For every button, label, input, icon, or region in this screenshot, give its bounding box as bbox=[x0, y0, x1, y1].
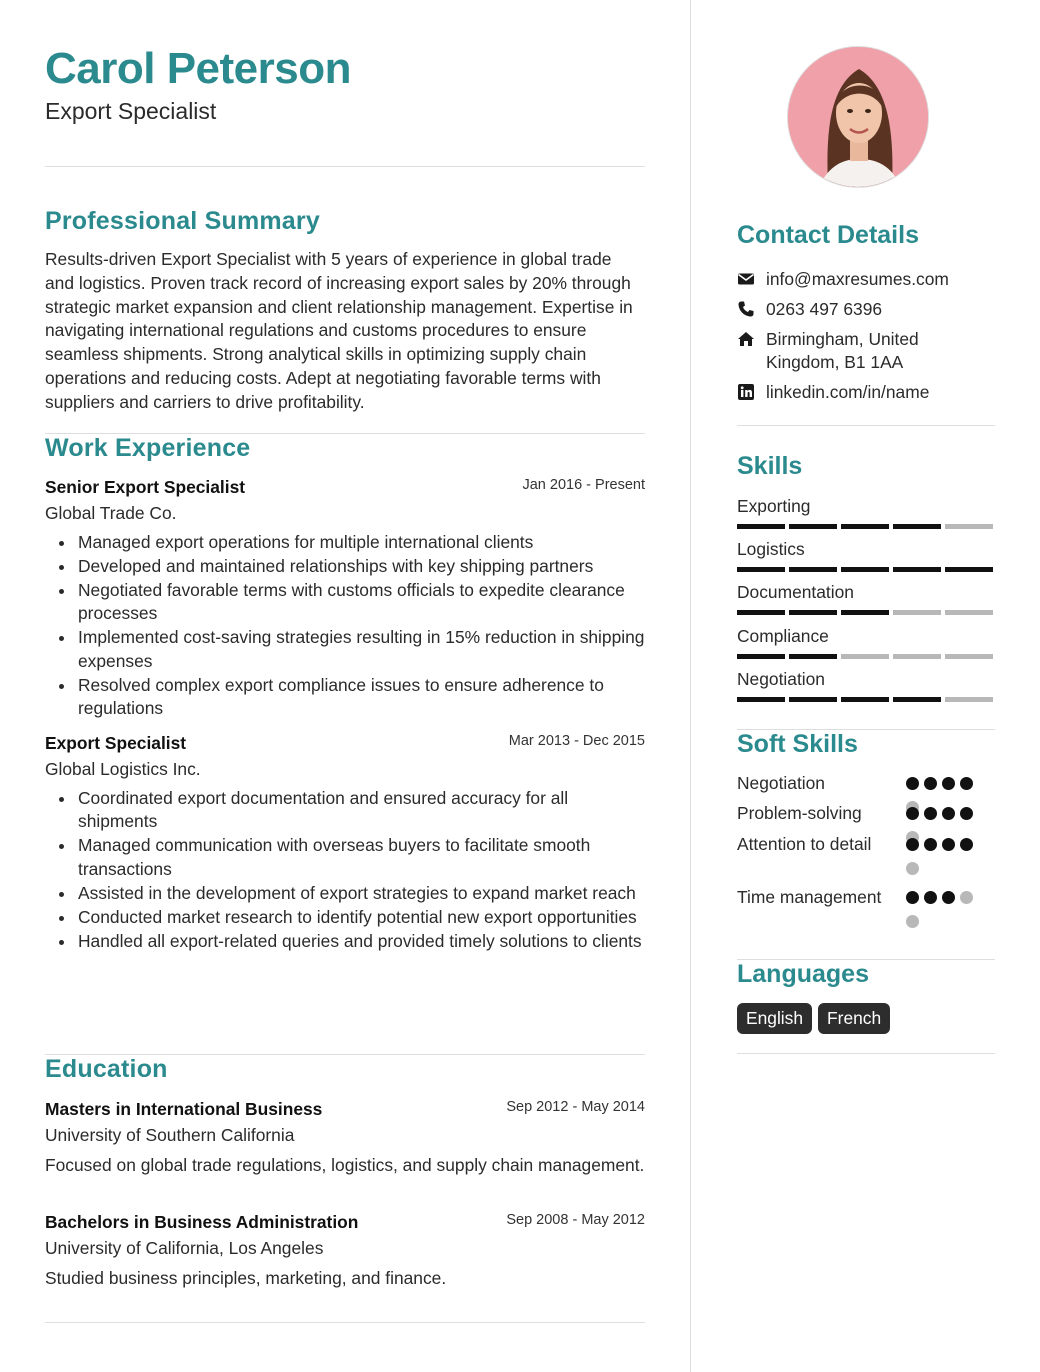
rating-dot-filled bbox=[924, 807, 937, 820]
skill-bar bbox=[737, 654, 995, 659]
profile-photo bbox=[787, 46, 929, 188]
bullet-item: Assisted in the development of export strategies to expand market reach bbox=[45, 882, 645, 905]
skill-name: Exporting bbox=[737, 496, 811, 516]
phone-icon bbox=[737, 300, 755, 318]
skill-segment-filled bbox=[841, 567, 889, 572]
bullet-item: Handled all export-related queries and provided timely solutions to clients bbox=[45, 930, 645, 953]
skills-heading: Skills bbox=[737, 452, 803, 480]
contact-phone[interactable] bbox=[737, 298, 995, 321]
skill-segment-empty bbox=[945, 697, 993, 702]
education-date: Sep 2008 - May 2012 bbox=[506, 1212, 645, 1228]
education-heading: Education bbox=[45, 1055, 168, 1083]
contact-linkedin[interactable] bbox=[737, 381, 995, 404]
rating-dot-filled bbox=[906, 777, 919, 790]
skill-name: Negotiation bbox=[737, 669, 825, 689]
summary-heading: Professional Summary bbox=[45, 207, 320, 235]
rating-dot-filled bbox=[942, 807, 955, 820]
divider bbox=[737, 425, 995, 426]
rating-dot-filled bbox=[924, 891, 937, 904]
contact-address bbox=[737, 328, 995, 374]
skill-segment-filled bbox=[737, 654, 785, 659]
rating-dot-filled bbox=[960, 838, 973, 851]
degree-title: Bachelors in Business Administration bbox=[45, 1212, 359, 1232]
candidate-title: Export Specialist bbox=[45, 98, 217, 124]
job-title: Export Specialist bbox=[45, 733, 187, 753]
soft-skill-name: Time management bbox=[737, 887, 882, 907]
skill-segment-filled bbox=[841, 697, 889, 702]
skill-segment-filled bbox=[737, 610, 785, 615]
job-entry bbox=[45, 733, 645, 954]
bullet-item: Managed export operations for multiple international clients bbox=[45, 531, 645, 554]
skill-name: Logistics bbox=[737, 539, 805, 559]
bullet-item: Coordinated export documentation and ensured accuracy for all shipments bbox=[45, 787, 645, 834]
rating-dot-filled bbox=[906, 838, 919, 851]
job-title: Senior Export Specialist bbox=[45, 477, 246, 497]
soft-skill-item bbox=[737, 772, 995, 795]
job-date: Jan 2016 - Present bbox=[522, 477, 645, 493]
education-description: Focused on global trade regulations, logistics, and supply chain management. bbox=[45, 1155, 645, 1175]
rating-dot-filled bbox=[942, 838, 955, 851]
education-entry bbox=[45, 1212, 645, 1290]
rating-dot-filled bbox=[942, 891, 955, 904]
skill-bar bbox=[737, 567, 995, 572]
rating-dot-empty bbox=[906, 862, 919, 875]
rating-dot-filled bbox=[906, 807, 919, 820]
job-bullets bbox=[45, 787, 645, 953]
soft-skill-name: Problem-solving bbox=[737, 803, 862, 823]
experience-heading: Work Experience bbox=[45, 434, 251, 462]
envelope-icon bbox=[737, 270, 755, 288]
skill-segment-filled bbox=[737, 524, 785, 529]
contact-heading: Contact Details bbox=[737, 221, 919, 249]
soft-skill-item bbox=[737, 886, 995, 909]
rating-dot-filled bbox=[942, 777, 955, 790]
portrait-illustration bbox=[788, 47, 929, 188]
skill-segment-filled bbox=[737, 567, 785, 572]
degree-title: Masters in International Business bbox=[45, 1099, 323, 1119]
rating-dot-empty bbox=[906, 915, 919, 928]
education-entry bbox=[45, 1099, 645, 1177]
job-company: Global Logistics Inc. bbox=[45, 759, 201, 779]
skill-segment-filled bbox=[737, 697, 785, 702]
bullet-item: Negotiated favorable terms with customs officials to expedite clearance processes bbox=[45, 579, 645, 626]
skill-segment-filled bbox=[789, 697, 837, 702]
skill-segment-filled bbox=[841, 610, 889, 615]
rating-dot-filled bbox=[960, 777, 973, 790]
phone-text: 0263 497 6396 bbox=[766, 299, 883, 319]
linkedin-icon bbox=[737, 383, 755, 401]
bullet-item: Managed communication with overseas buyers to facilitate smooth transactions bbox=[45, 834, 645, 881]
skill-bar bbox=[737, 697, 995, 702]
education-date: Sep 2012 - May 2014 bbox=[506, 1099, 645, 1115]
skill-bar bbox=[737, 524, 995, 529]
divider bbox=[45, 1322, 645, 1323]
bullet-item: Conducted market research to identify potential new export opportunities bbox=[45, 906, 645, 929]
languages-heading: Languages bbox=[737, 960, 869, 988]
skill-item bbox=[737, 495, 995, 529]
soft-skill-item bbox=[737, 802, 995, 825]
contact-email[interactable] bbox=[737, 268, 995, 291]
skill-segment-filled bbox=[893, 697, 941, 702]
candidate-name: Carol Peterson bbox=[45, 44, 351, 93]
skill-segment-filled bbox=[893, 567, 941, 572]
skill-item bbox=[737, 668, 995, 702]
column-divider bbox=[690, 0, 691, 1372]
language-chip: English bbox=[737, 1003, 812, 1034]
skill-name: Documentation bbox=[737, 582, 854, 602]
skill-segment-empty bbox=[945, 524, 993, 529]
rating-dot-filled bbox=[960, 807, 973, 820]
job-entry bbox=[45, 477, 645, 721]
skill-segment-empty bbox=[893, 610, 941, 615]
skill-segment-empty bbox=[945, 610, 993, 615]
divider bbox=[737, 1053, 995, 1054]
email-text: info@maxresumes.com bbox=[766, 269, 949, 289]
skill-segment-filled bbox=[841, 524, 889, 529]
skill-segment-filled bbox=[789, 567, 837, 572]
skill-segment-empty bbox=[945, 654, 993, 659]
skill-item bbox=[737, 625, 995, 659]
soft-skill-item bbox=[737, 833, 995, 856]
school-name: University of Southern California bbox=[45, 1125, 295, 1145]
rating-dot-filled bbox=[906, 891, 919, 904]
rating-dot-filled bbox=[924, 838, 937, 851]
skill-segment-empty bbox=[841, 654, 889, 659]
bullet-item: Implemented cost-saving strategies resulting in 15% reduction in shipping expenses bbox=[45, 626, 645, 673]
job-date: Mar 2013 - Dec 2015 bbox=[508, 733, 645, 749]
summary-text: Results-driven Export Specialist with 5 years of experience in global trade and logistics. Proven track record of increasing export sales by 20% through strategic market expansion and client relationship management. Expertise in navigating international regulations and customs procedures to ensure seamless shipments. Strong analytical skills in optimizing supply chain operations and reducing costs. Adept at negotiating favorable terms with suppliers and carriers to drive profitability. bbox=[45, 249, 633, 412]
soft-skill-name: Attention to detail bbox=[737, 834, 872, 854]
skill-item bbox=[737, 581, 995, 615]
linkedin-text: linkedin.com/in/name bbox=[766, 382, 930, 402]
skill-item bbox=[737, 538, 995, 572]
job-company: Global Trade Co. bbox=[45, 503, 177, 523]
divider bbox=[45, 166, 645, 167]
school-name: University of California, Los Angeles bbox=[45, 1238, 324, 1258]
rating-dot-empty bbox=[960, 891, 973, 904]
skill-segment-filled bbox=[945, 567, 993, 572]
soft-skill-name: Negotiation bbox=[737, 773, 825, 793]
skill-segment-filled bbox=[893, 524, 941, 529]
skill-segment-empty bbox=[893, 654, 941, 659]
home-icon bbox=[737, 330, 755, 348]
job-bullets bbox=[45, 531, 645, 721]
skill-segment-filled bbox=[789, 524, 837, 529]
skill-segment-filled bbox=[789, 654, 837, 659]
skill-segment-filled bbox=[789, 610, 837, 615]
education-description: Studied business principles, marketing, and finance. bbox=[45, 1268, 447, 1288]
rating-dot-filled bbox=[924, 777, 937, 790]
skill-name: Compliance bbox=[737, 626, 829, 646]
skill-bar bbox=[737, 610, 995, 615]
soft-skills-heading: Soft Skills bbox=[737, 730, 858, 758]
bullet-item: Resolved complex export compliance issues to ensure adherence to regulations bbox=[45, 674, 645, 721]
bullet-item: Developed and maintained relationships with key shipping partners bbox=[45, 555, 645, 578]
language-list bbox=[737, 1003, 890, 1034]
address-text: Birmingham, United Kingdom, B1 1AA bbox=[766, 329, 919, 372]
language-chip: French bbox=[818, 1003, 890, 1034]
